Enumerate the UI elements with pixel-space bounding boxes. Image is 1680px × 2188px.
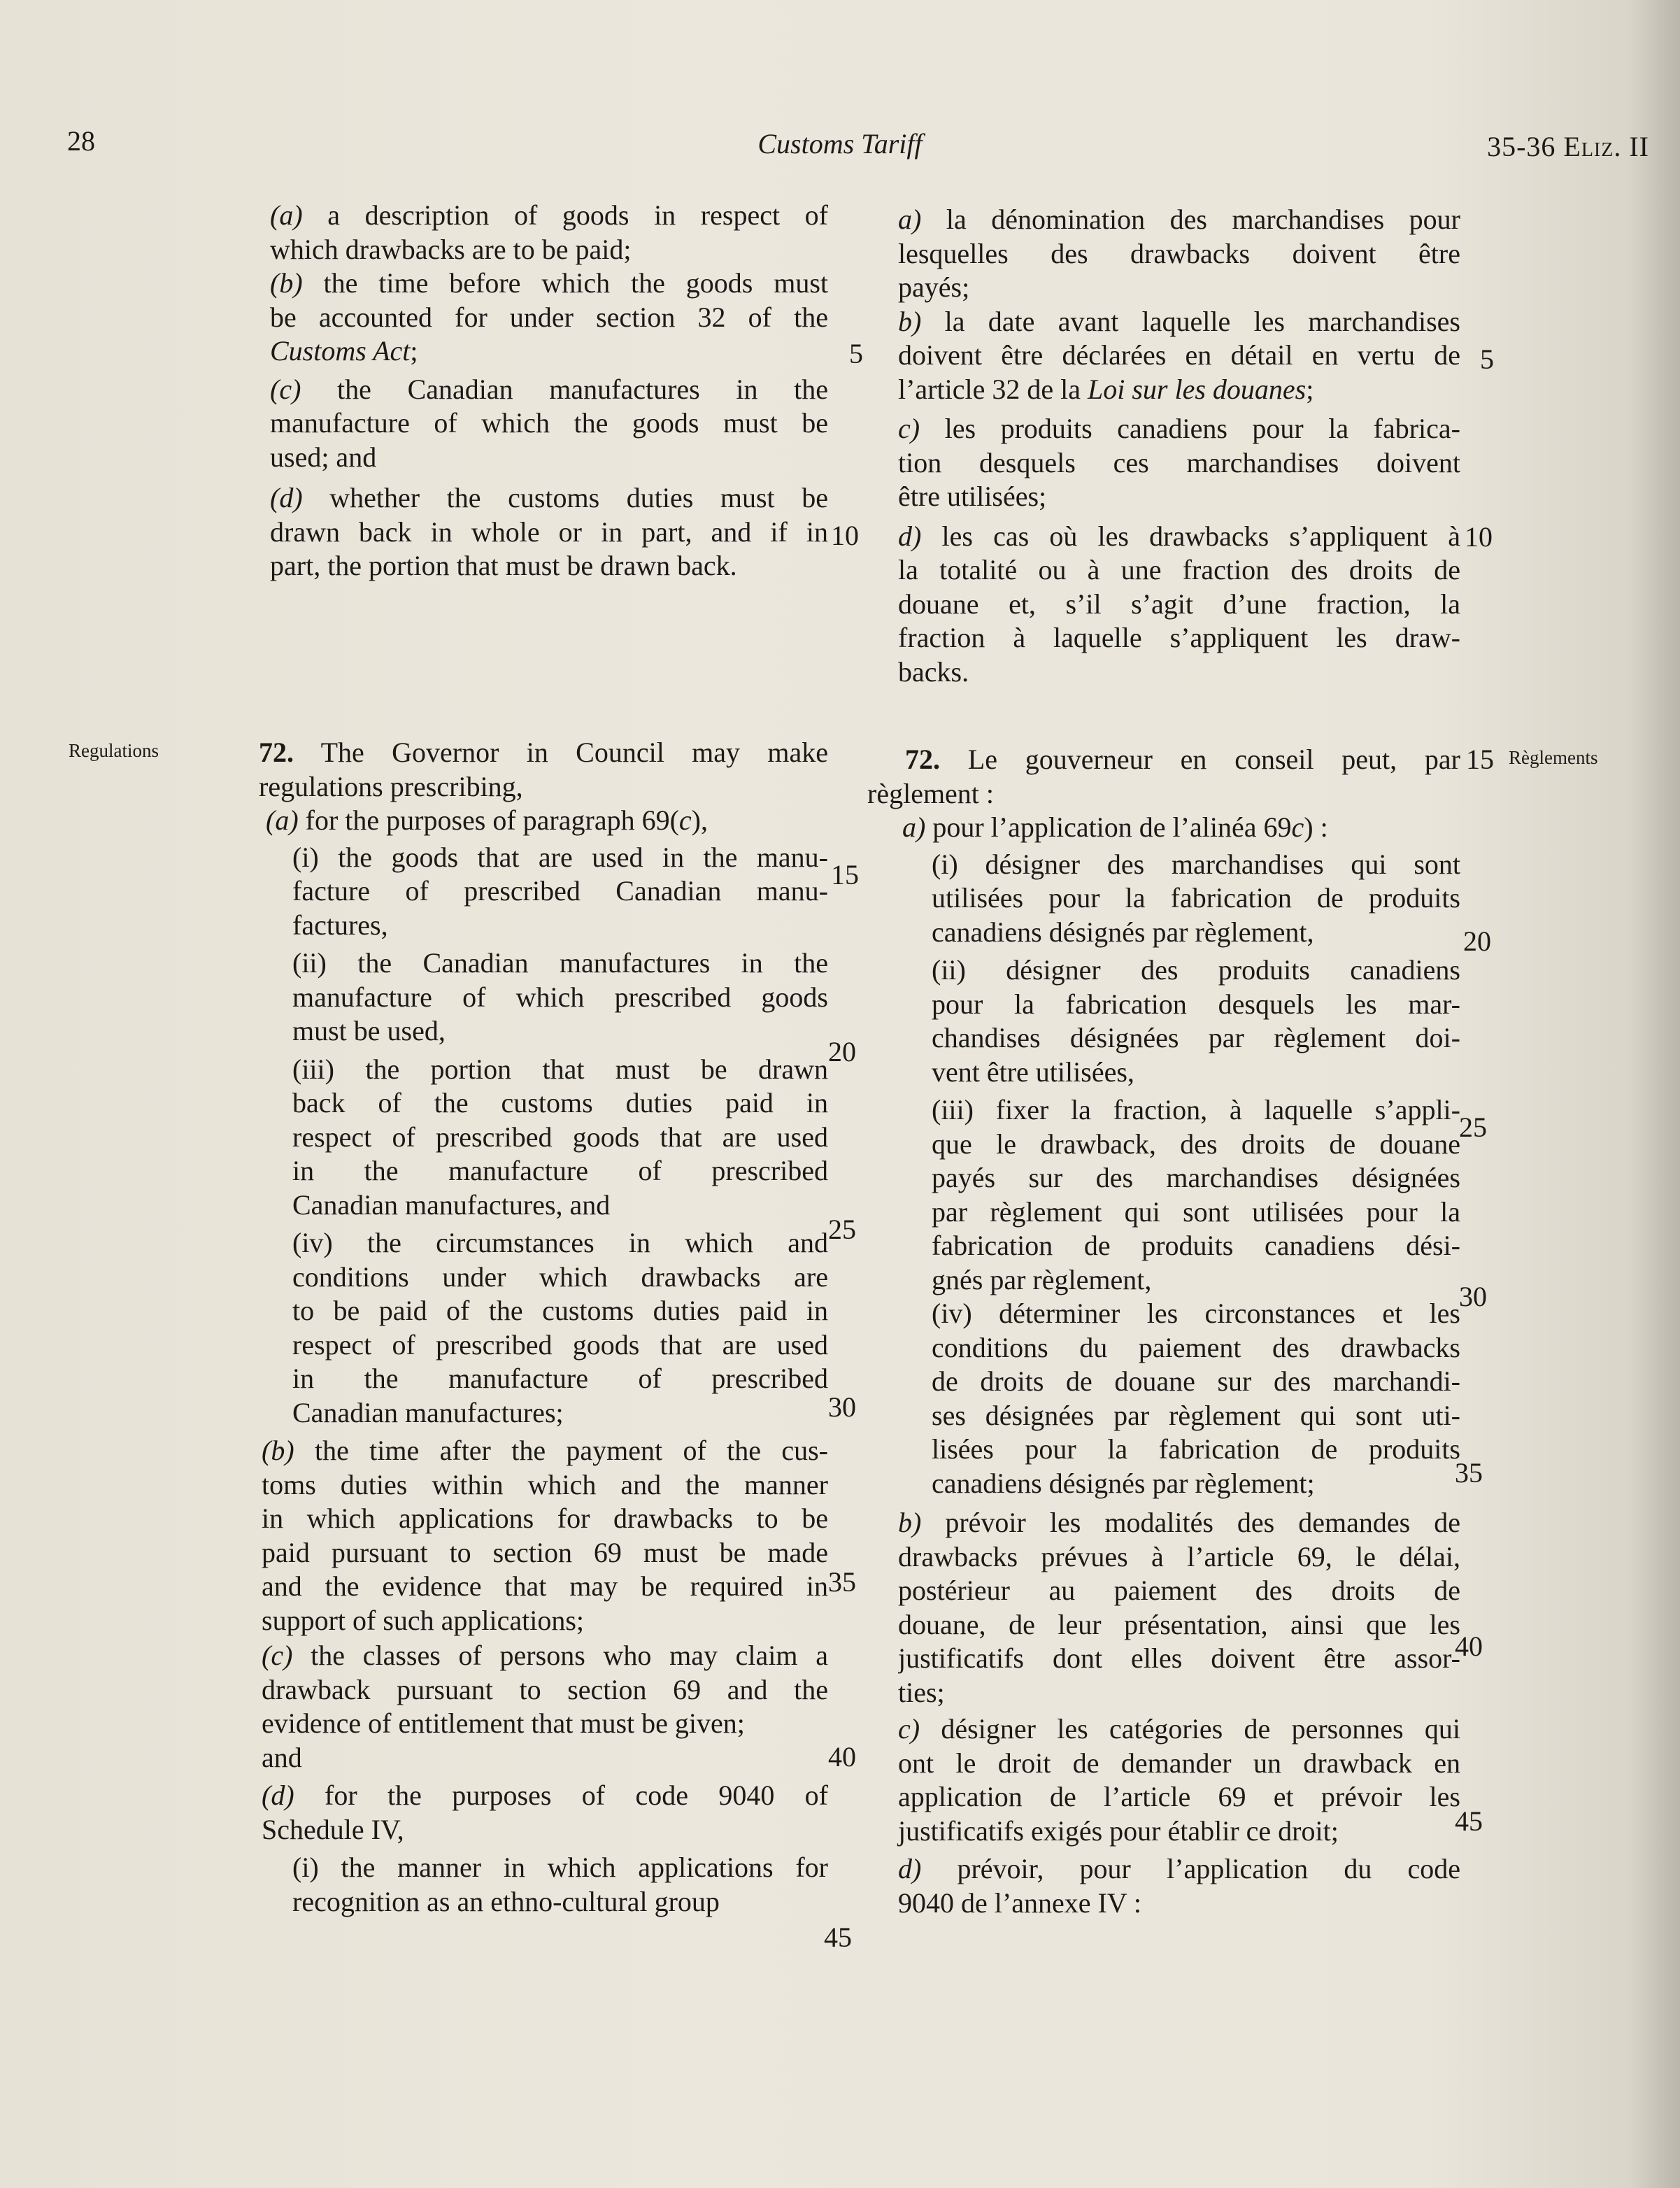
en-72a-iv-l5: in the manufacture of prescribed [292,1363,828,1394]
en-72b-l1: (b) the time after the payment of the cus- [262,1435,828,1466]
en-line-number-20: 20 [828,1036,856,1067]
en-72a-ii-l1: (ii) the Canadian manufactures in the [292,947,828,979]
en-72a-iv-l6: Canadian manufactures; [292,1396,564,1428]
en-71a-l1: (a) a description of goods in respect of [270,199,828,231]
en-line-number-25: 25 [828,1214,856,1245]
en-72d-l2: Schedule IV, [262,1813,404,1845]
en-line-number-45: 45 [824,1921,852,1953]
fr-72a-iii-l5: fabrication de produits canadiens dési- [932,1230,1460,1261]
en-72c-l3: evidence of entitlement that must be given; [262,1707,745,1739]
fr-72a-ii-l2: pour la fabrication desquels les mar- [932,988,1460,1020]
french-section-72 [867,743,1460,1920]
en-72b-l5: and the evidence that may be required in [262,1570,828,1602]
en-72b-l6: support of such applications; [262,1604,585,1636]
fr-line-number-35: 35 [1455,1457,1483,1489]
fr-72b-l4: douane, de leur présentation, ainsi que les [898,1608,1460,1640]
en-72c-l1: (c) the classes of persons who may claim a [262,1640,828,1671]
fr-72-heading-l1: 72. Le gouverneur en conseil peut, par [905,744,1460,775]
en-line-number-30: 30 [828,1391,856,1423]
fr-72-heading-l2: règlement : [867,777,995,809]
en-71c-l1: (c) the Canadian manufactures in the [270,373,828,405]
fr-72a-ii-l1: (ii) désigner des produits canadiens [932,954,1460,986]
fr-72c-l1: c) désigner les catégories de personnes qui [898,1713,1460,1745]
fr-72a-iv-l2: conditions du paiement des drawbacks [932,1331,1460,1363]
fr-line-number-25: 25 [1459,1111,1487,1143]
fr-72a-ii-l4: vent être utilisées, [932,1056,1134,1088]
margin-note-regulations: Regulations [69,740,159,761]
en-72a-ii-l2: manufacture of which prescribed goods [292,981,828,1013]
fr-line-number-45: 45 [1455,1805,1483,1837]
en-72a-iii-l3: respect of prescribed goods that are used [292,1121,828,1153]
fr-72a-iv-l1: (iv) déterminer les circonstances et les [932,1298,1460,1329]
french-column [898,203,1460,689]
en-72b-l3: in which applications for drawbacks to be [262,1503,828,1534]
fr-72c-l3: application de l’article 69 et prévoir les [898,1781,1460,1812]
en-72b-l2: toms duties within which and the manner [262,1468,828,1500]
en-71d-l3: part, the portion that must be drawn back. [270,550,737,581]
en-72a-i-l1: (i) the goods that are used in the manu- [292,841,828,873]
en-line-number-40: 40 [828,1741,856,1773]
fr-71b-l2: doivent être déclarées en détail en vertu de [898,339,1460,371]
fr-72c-l2: ont le droit de demander un drawback en [898,1747,1460,1779]
en-line-number-35: 35 [828,1566,856,1598]
fr-72a-i-l3: canadiens désignés par règlement, [932,916,1314,948]
fr-72b-l2: drawbacks prévues à l’article 69, le délai, [898,1540,1460,1572]
en-72-heading-l2: regulations prescribing, [259,770,523,802]
fr-line-number-15: 15 [1466,744,1494,775]
fr-72b-l5: justificatifs dont elles doivent être assor- [898,1642,1460,1674]
fr-72d-l2: 9040 de l’annexe IV : [898,1887,1142,1919]
fr-71d-l2: la totalité ou à une fraction des droits de [898,554,1460,585]
en-72a-iv-l4: respect of prescribed goods that are used [292,1328,828,1361]
fr-71d-l3: douane et, s’il s’agit d’une fraction, la [898,588,1460,620]
page-number: 28 [67,125,95,157]
en-72a-iv-l1: (iv) the circumstances in which and [292,1227,828,1258]
en-71c-l2: manufacture of which the goods must be [270,407,828,439]
fr-72a-iii-l2: que le drawback, des droits de douane [932,1128,1460,1160]
en-72c-l4: and [262,1741,302,1773]
fr-71b-l1: b) la date avant laquelle les marchandises [898,305,1460,337]
fr-72d-l1: d) prévoir, pour l’application du code [898,1853,1460,1884]
fr-line-number-40: 40 [1455,1631,1483,1662]
fr-72a-iv-l3: de droits de douane sur des marchandi- [932,1365,1460,1397]
en-72a-i-l2: facture of prescribed Canadian manu- [292,875,828,907]
en-72c-l2: drawback pursuant to section 69 and the [262,1673,828,1705]
fr-72a-iv-l4: ses désignées par règlement qui sont uti- [932,1399,1460,1431]
fr-71d-l1: d) les cas où les drawbacks s’appliquent à [898,520,1460,552]
fr-72a-iii-l1: (iii) fixer la fraction, à laquelle s’appli- [932,1094,1460,1125]
fr-72c-l4: justificatifs exigés pour établir ce droit; [898,1814,1339,1847]
fr-72b-l1: b) prévoir les modalités des demandes de [898,1507,1460,1538]
fr-71d-l4: fraction à laquelle s’appliquent les draw- [898,622,1460,653]
en-72d-i-l1: (i) the manner in which applications for [292,1852,828,1883]
fr-71c-l3: être utilisées; [898,481,1047,512]
fr-72a-i-l2: utilisées pour la fabrication de produits [932,882,1460,914]
english-column [259,199,828,583]
fr-72a-iii-l3: payés sur des marchandises désignées [932,1162,1460,1193]
regnal-year: 35-36 Eliz. II [1487,131,1649,162]
en-72a-iii-l5: Canadian manufactures, and [292,1188,611,1221]
fr-line-number-20: 20 [1463,925,1491,957]
fr-72a-iv-l5: lisées pour la fabrication de produits [932,1433,1460,1465]
en-72a-iii-l1: (iii) the portion that must be drawn [292,1053,828,1085]
en-71b-l3: Customs Act; [270,335,418,367]
fr-71c-l1: c) les produits canadiens pour la fabrica- [898,413,1460,444]
en-72d-l1: (d) for the purposes of code 9040 of [262,1779,828,1811]
en-72a-iv-l3: to be paid of the customs duties paid in [292,1295,828,1326]
fr-71a-l3: payés; [898,271,970,303]
fr-72a-iii-l6: gnés par règlement, [932,1263,1152,1295]
fr-72a: a) pour l’application de l’alinéa 69c) : [902,811,1328,843]
fr-72a-ii-l3: chandises désignées par règlement doi- [932,1022,1460,1053]
en-71b-l2: be accounted for under section 32 of the [270,301,828,333]
fr-72b-l3: postérieur au paiement des droits de [898,1575,1460,1606]
running-title: Customs Tariff [757,128,923,159]
fr-line-number-10: 10 [1465,521,1493,553]
en-71c-l3: used; and [270,441,377,473]
fr-72b-l6: ties; [898,1676,945,1708]
fr-72a-iv-l6: canadiens désignés par règlement; [932,1467,1315,1499]
en-72a-iii-l2: back of the customs duties paid in [292,1087,828,1118]
en-71a-l2: which drawbacks are to be paid; [270,233,632,265]
en-line-number-15: 15 [831,859,859,890]
fr-71a-l2: lesquelles des drawbacks doivent être [898,237,1460,269]
fr-71a-l1: a) la dénomination des marchandises pour [898,204,1460,235]
en-71d-l1: (d) whether the customs duties must be [270,482,828,513]
en-72b-l4: paid pursuant to section 69 must be made [262,1536,828,1568]
en-72a-i-l3: factures, [292,909,388,941]
fr-72a-iii-l4: par règlement qui sont utilisées pour la [932,1195,1460,1228]
fr-72a-i-l1: (i) désigner des marchandises qui sont [932,848,1460,880]
english-section-72 [259,736,828,1919]
en-line-number-10: 10 [831,520,859,551]
en-line-number-5: 5 [849,338,863,369]
en-72a-iv-l2: conditions under which drawbacks are [292,1260,828,1293]
en-72-heading-l1: 72. The Governor in Council may make [259,737,828,768]
fr-71b-l3: l’article 32 de la Loi sur les douanes; [898,373,1314,405]
fr-line-number-30: 30 [1459,1281,1487,1312]
en-72d-i-l2: recognition as an ethno-cultural group [292,1885,720,1917]
fr-71d-l5: backs. [898,655,969,688]
fr-line-number-5: 5 [1480,343,1494,375]
en-72a: (a) for the purposes of paragraph 69(c), [266,804,708,836]
margin-note-reglements: Règlements [1509,747,1598,768]
en-71b-l1: (b) the time before which the goods must [270,267,828,299]
fr-71c-l2: tion desquels ces marchandises doivent [898,446,1460,478]
en-71d-l2: drawn back in whole or in part, and if in [270,516,828,548]
en-72a-ii-l3: must be used, [292,1015,446,1046]
en-72a-iii-l4: in the manufacture of prescribed [292,1155,828,1186]
